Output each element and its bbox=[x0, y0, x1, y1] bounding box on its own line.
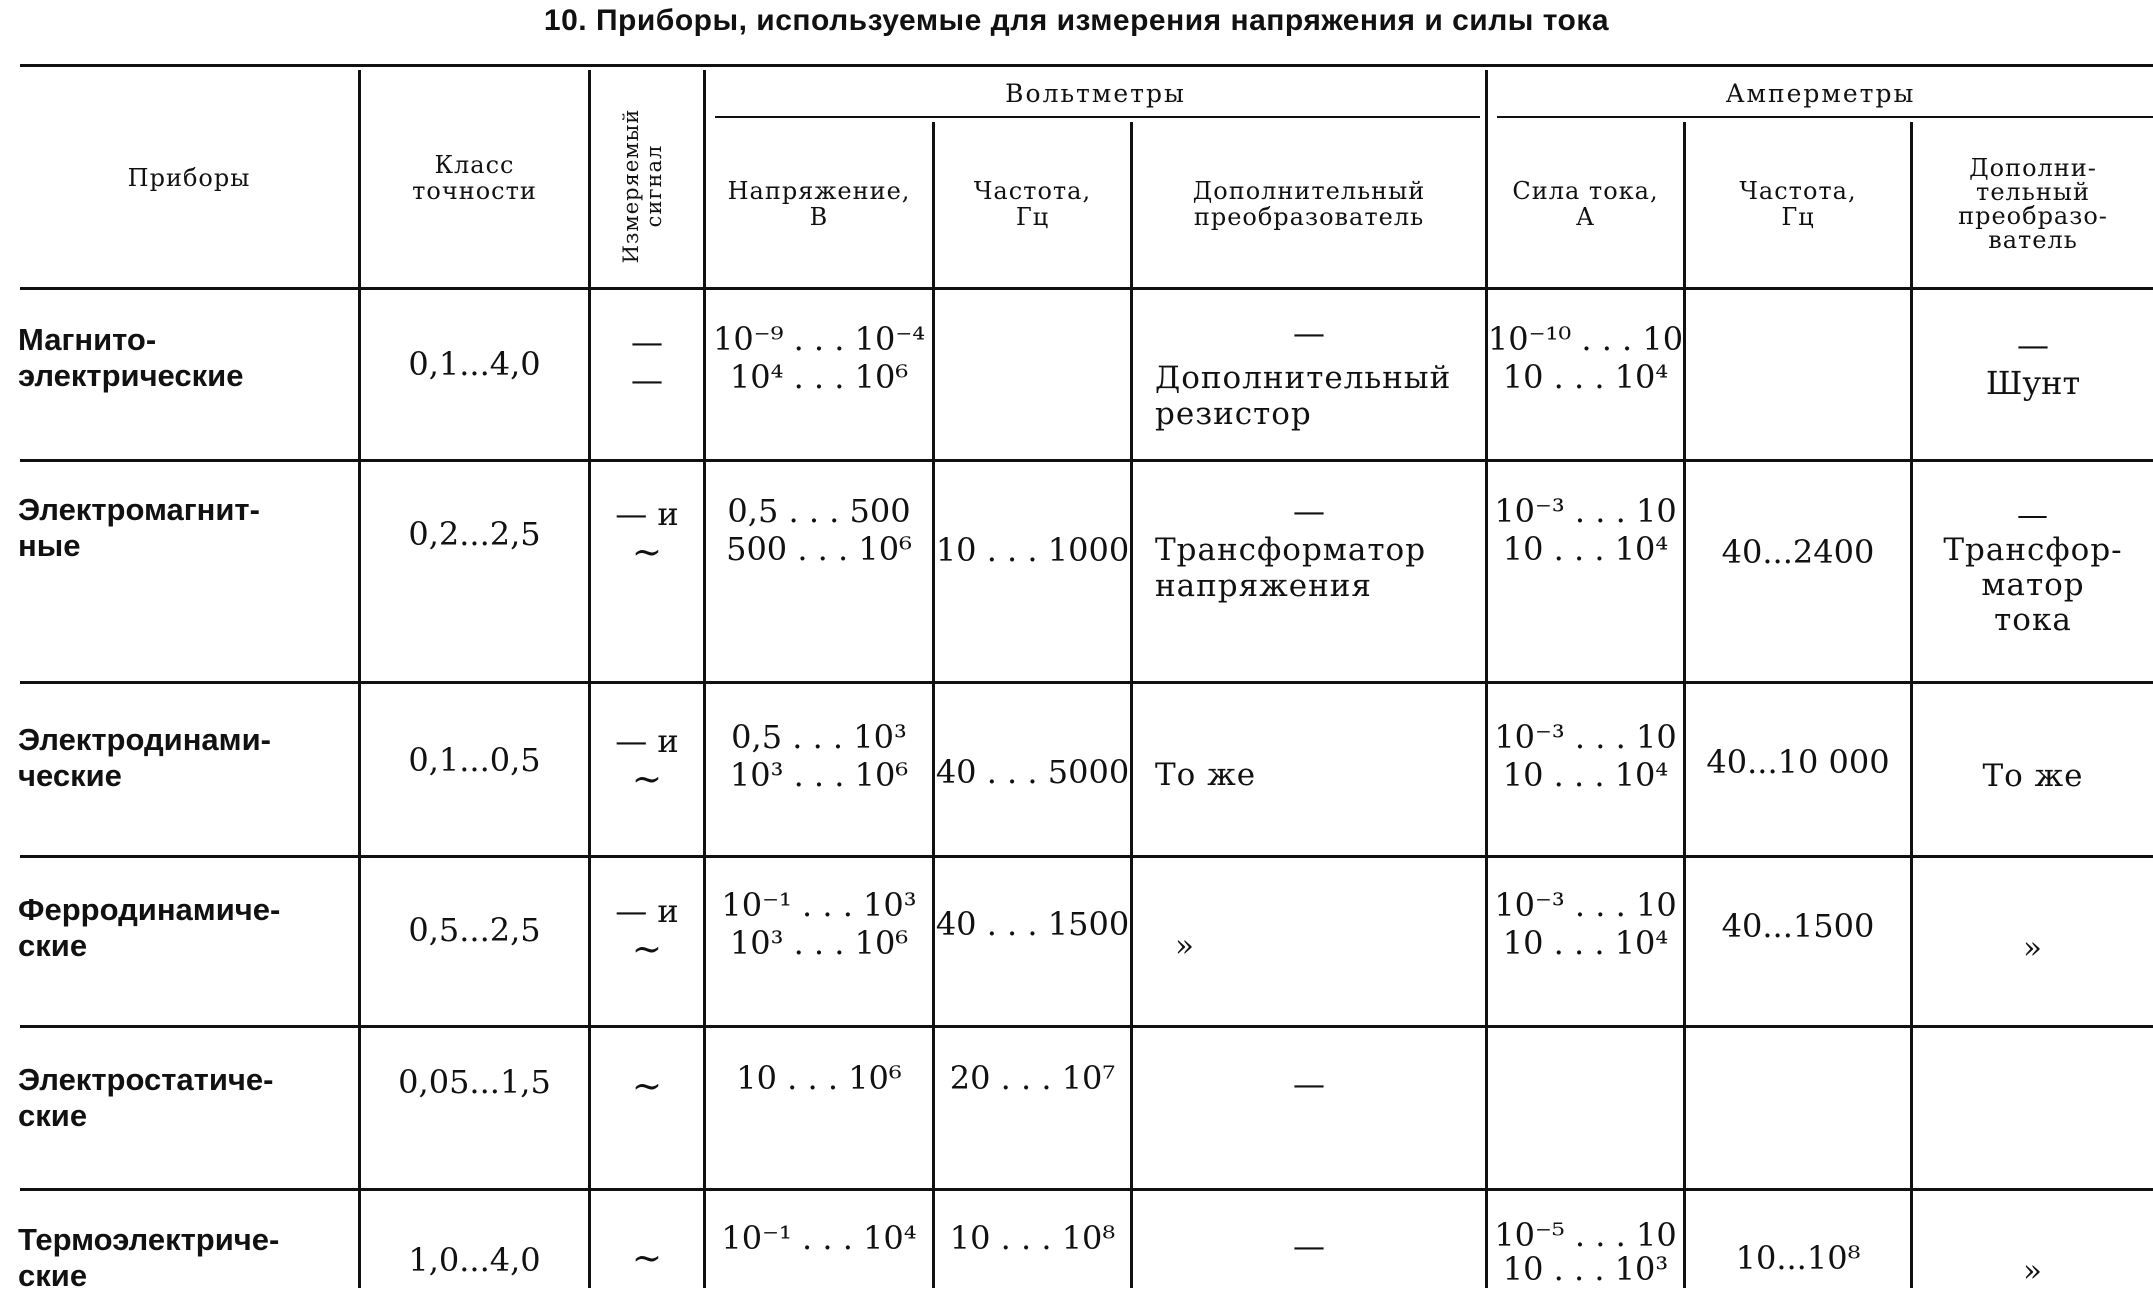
row-v-converter bbox=[1155, 360, 1451, 432]
device-name-line: ские bbox=[18, 1098, 88, 1133]
device-name-line: электрические bbox=[18, 358, 244, 393]
converter-line: » bbox=[2023, 1253, 2043, 1289]
device-name-line: Электростатиче- bbox=[18, 1062, 274, 1097]
ammeters-group-rule bbox=[1497, 116, 2153, 118]
accuracy-value: 0,1...0,5 bbox=[408, 741, 541, 779]
header-voltage-line: В bbox=[809, 202, 829, 231]
row-current bbox=[1488, 320, 1683, 400]
header-signal-line: Измеряемый bbox=[619, 108, 643, 264]
frequency-range: 10 . . . 10⁸ bbox=[949, 1219, 1116, 1257]
device-name-line: Термоэлектриче- bbox=[18, 1222, 280, 1257]
converter-line: То же bbox=[1982, 758, 2084, 794]
header-voltage bbox=[706, 122, 932, 285]
converter-line: То же bbox=[1155, 757, 1257, 793]
row-v-frequency bbox=[935, 530, 1130, 570]
row-signal bbox=[591, 492, 703, 576]
row-accuracy bbox=[361, 726, 588, 794]
row-device-name bbox=[18, 492, 260, 564]
row-device-name bbox=[18, 722, 271, 794]
row-separator bbox=[20, 1025, 2153, 1028]
converter-line: тока bbox=[1994, 602, 2072, 638]
table-top-rule bbox=[20, 64, 2153, 67]
header-a-converter-line: Дополни- bbox=[1969, 153, 2097, 182]
row-accuracy bbox=[361, 1238, 588, 1282]
converter-line: Трансфор- bbox=[1943, 532, 2123, 568]
voltage-range: 500 . . . 10⁶ bbox=[726, 530, 912, 568]
row-separator bbox=[20, 459, 2153, 462]
row-device-name bbox=[18, 1222, 279, 1294]
device-name-line: Ферродинамиче- bbox=[18, 892, 281, 927]
converter-line: » bbox=[1175, 928, 1195, 964]
converter-line: резистор bbox=[1155, 396, 1312, 432]
device-name-line: Электромагнит- bbox=[18, 492, 260, 527]
accuracy-value: 0,5...2,5 bbox=[408, 911, 541, 949]
voltage-range: 0,5 . . . 10³ bbox=[731, 718, 907, 756]
signal-symbol: — bbox=[631, 323, 663, 361]
row-v-converter bbox=[1175, 928, 1195, 964]
row-voltage bbox=[706, 320, 932, 400]
row-voltage bbox=[706, 886, 932, 966]
accuracy-value: 0,1...4,0 bbox=[408, 345, 541, 383]
header-accuracy-line: Класс bbox=[434, 150, 515, 179]
row-v-frequency bbox=[935, 1218, 1130, 1258]
column-divider bbox=[1130, 122, 1133, 1288]
row-voltage bbox=[706, 1218, 932, 1258]
header-a-converter-line: ватель bbox=[1988, 225, 2078, 254]
row-v-converter bbox=[1155, 532, 1426, 604]
header-v-frequency-line: Гц bbox=[1015, 202, 1050, 231]
row-a-converter bbox=[1913, 1253, 2153, 1289]
current-range: 10⁻⁵ . . . 10 bbox=[1494, 1216, 1677, 1254]
voltmeters-group-rule bbox=[715, 116, 1480, 118]
current-range: 10⁻¹⁰ . . . 10 bbox=[1487, 320, 1684, 358]
header-a-converter-line: тельный bbox=[1976, 177, 2090, 206]
current-range: 10 . . . 10³ bbox=[1502, 1250, 1669, 1288]
header-a-frequency bbox=[1686, 122, 1910, 285]
accuracy-value: 0,2...2,5 bbox=[408, 515, 541, 553]
header-devices bbox=[20, 70, 358, 285]
row-v-frequency bbox=[935, 752, 1130, 792]
current-range: 10 . . . 10⁴ bbox=[1502, 924, 1669, 962]
row-signal bbox=[591, 322, 703, 400]
frequency-range: 40 . . . 5000 bbox=[935, 753, 1130, 791]
row-a-converter bbox=[1913, 756, 2153, 796]
device-name-line: ные bbox=[18, 528, 81, 563]
row-signal bbox=[591, 1232, 703, 1286]
column-divider bbox=[1683, 122, 1686, 1288]
row-current bbox=[1488, 886, 1683, 966]
header-v-frequency-line: Частота, bbox=[973, 176, 1092, 205]
row-current bbox=[1488, 492, 1683, 572]
header-a-frequency-line: Частота, bbox=[1739, 176, 1857, 205]
header-voltmeters bbox=[706, 70, 1485, 116]
header-v-converter-line: Дополнительный bbox=[1192, 176, 1426, 205]
header-current bbox=[1488, 122, 1683, 285]
converter-dash: — bbox=[1293, 1227, 1325, 1265]
signal-symbol: ~ bbox=[631, 759, 663, 800]
row-a-frequency bbox=[1686, 740, 1910, 784]
row-accuracy bbox=[361, 1060, 588, 1104]
current-range: 10⁻³ . . . 10 bbox=[1494, 886, 1677, 924]
row-a-converter bbox=[1913, 322, 2153, 406]
converter-line: Трансформатор bbox=[1155, 532, 1427, 568]
row-device-name bbox=[18, 322, 243, 394]
row-a-frequency bbox=[1686, 1236, 1910, 1280]
voltage-range: 10³ . . . 10⁶ bbox=[729, 756, 909, 794]
header-bottom-rule bbox=[20, 287, 2153, 290]
converter-line: Шунт bbox=[1985, 364, 2081, 402]
voltage-range: 0,5 . . . 500 bbox=[727, 492, 911, 530]
column-divider bbox=[1910, 122, 1913, 1288]
row-v-converter bbox=[1133, 1064, 1485, 1104]
device-name-line: ческие bbox=[18, 758, 122, 793]
voltage-range: 10 . . . 10⁶ bbox=[736, 1059, 902, 1097]
header-a-frequency-line: Гц bbox=[1781, 202, 1815, 231]
row-signal bbox=[591, 888, 703, 974]
row-voltage bbox=[706, 492, 932, 572]
device-name-line: Магнито- bbox=[18, 322, 157, 357]
current-range: 10 . . . 10⁴ bbox=[1502, 756, 1669, 794]
row-v-converter bbox=[1155, 757, 1256, 793]
converter-line: » bbox=[2023, 930, 2043, 966]
device-name-line: ские bbox=[18, 928, 88, 963]
signal-symbol: ~ bbox=[631, 532, 663, 573]
frequency-range: 40...2400 bbox=[1721, 533, 1875, 571]
header-voltage-line: Напряжение, bbox=[727, 176, 911, 205]
header-accuracy bbox=[361, 70, 588, 285]
row-separator bbox=[20, 1188, 2153, 1191]
header-current-line: Сила тока, bbox=[1512, 176, 1659, 205]
converter-dash: — bbox=[1293, 314, 1325, 352]
header-v-converter bbox=[1133, 122, 1485, 285]
row-separator bbox=[20, 681, 2153, 684]
signal-symbol: — и bbox=[615, 722, 679, 760]
current-range: 10 . . . 10⁴ bbox=[1502, 358, 1669, 396]
frequency-range: 40...1500 bbox=[1721, 907, 1875, 945]
row-voltage bbox=[706, 718, 932, 798]
voltage-range: 10⁻¹ . . . 10⁴ bbox=[721, 1219, 917, 1257]
table-title: 10. Приборы, используемые для измерения напряжения и силы тока bbox=[543, 4, 1610, 37]
converter-line: — bbox=[2017, 326, 2049, 364]
row-signal bbox=[591, 1060, 703, 1114]
header-signal bbox=[620, 71, 672, 301]
row-signal bbox=[591, 718, 703, 804]
accuracy-value: 0,05...1,5 bbox=[398, 1063, 551, 1101]
current-range: 10⁻³ . . . 10 bbox=[1494, 492, 1677, 530]
row-v-converter-dash bbox=[1133, 314, 1485, 352]
header-current-line: А bbox=[1575, 202, 1596, 231]
current-range: 10 . . . 10⁴ bbox=[1502, 530, 1669, 568]
header-ammeters bbox=[1488, 70, 2153, 116]
converter-line: Дополнительный bbox=[1155, 360, 1452, 396]
row-a-frequency bbox=[1686, 904, 1910, 948]
column-divider bbox=[932, 122, 935, 1288]
signal-symbol: — и bbox=[615, 892, 679, 930]
voltage-range: 10³ . . . 10⁶ bbox=[729, 924, 909, 962]
device-name-line: ские bbox=[18, 1258, 88, 1293]
row-v-converter-dash bbox=[1133, 494, 1485, 528]
device-name-line: Электродинами- bbox=[18, 722, 271, 757]
converter-line: напряжения bbox=[1155, 568, 1372, 604]
header-v-frequency bbox=[935, 122, 1130, 285]
header-devices-label: Приборы bbox=[127, 163, 251, 192]
row-v-frequency bbox=[935, 904, 1130, 944]
row-current bbox=[1488, 718, 1683, 798]
converter-line: матор bbox=[1981, 567, 2085, 603]
signal-symbol: ~ bbox=[631, 1238, 663, 1279]
converter-dash: — bbox=[1293, 492, 1325, 530]
row-device-name bbox=[18, 892, 280, 964]
frequency-range: 10 . . . 1000 bbox=[935, 531, 1130, 569]
voltage-range: 10⁴ . . . 10⁶ bbox=[729, 358, 909, 396]
frequency-range: 20 . . . 10⁷ bbox=[949, 1059, 1116, 1097]
voltage-range: 10⁻¹ . . . 10³ bbox=[721, 886, 917, 924]
accuracy-value: 1,0...4,0 bbox=[408, 1241, 541, 1279]
converter-line: — bbox=[2017, 497, 2049, 533]
signal-symbol: ~ bbox=[631, 929, 663, 970]
row-separator bbox=[20, 855, 2153, 858]
row-a-frequency bbox=[1686, 530, 1910, 574]
converter-dash: — bbox=[1293, 1065, 1325, 1103]
row-a-converter bbox=[1913, 928, 2153, 968]
header-ammeters-label: Амперметры bbox=[1725, 78, 1916, 108]
frequency-range: 40 . . . 1500 bbox=[935, 905, 1130, 943]
frequency-range: 40...10 000 bbox=[1706, 743, 1890, 781]
header-accuracy-line: точности bbox=[412, 176, 537, 205]
row-v-converter bbox=[1133, 1226, 1485, 1266]
row-device-name bbox=[18, 1062, 273, 1134]
row-v-frequency bbox=[935, 1058, 1130, 1098]
header-a-converter-line: преобразо- bbox=[1958, 201, 2108, 230]
header-voltmeters-label: Вольтметры bbox=[1005, 78, 1186, 108]
current-range: 10⁻³ . . . 10 bbox=[1494, 718, 1677, 756]
row-current bbox=[1488, 1218, 1683, 1288]
signal-symbol: ~ bbox=[631, 1066, 663, 1107]
row-accuracy bbox=[361, 330, 588, 398]
header-v-converter-line: преобразователь bbox=[1193, 202, 1425, 231]
row-accuracy bbox=[361, 896, 588, 964]
voltage-range: 10⁻⁹ . . . 10⁻⁴ bbox=[712, 320, 926, 358]
header-signal-line: сигнал bbox=[642, 144, 666, 228]
signal-symbol: — bbox=[631, 361, 663, 399]
frequency-range: 10...10⁸ bbox=[1735, 1239, 1861, 1277]
row-accuracy bbox=[361, 500, 588, 568]
header-a-converter bbox=[1913, 122, 2153, 285]
row-a-converter bbox=[1913, 492, 2153, 644]
row-voltage bbox=[706, 1058, 932, 1098]
signal-symbol: — и bbox=[615, 495, 679, 533]
